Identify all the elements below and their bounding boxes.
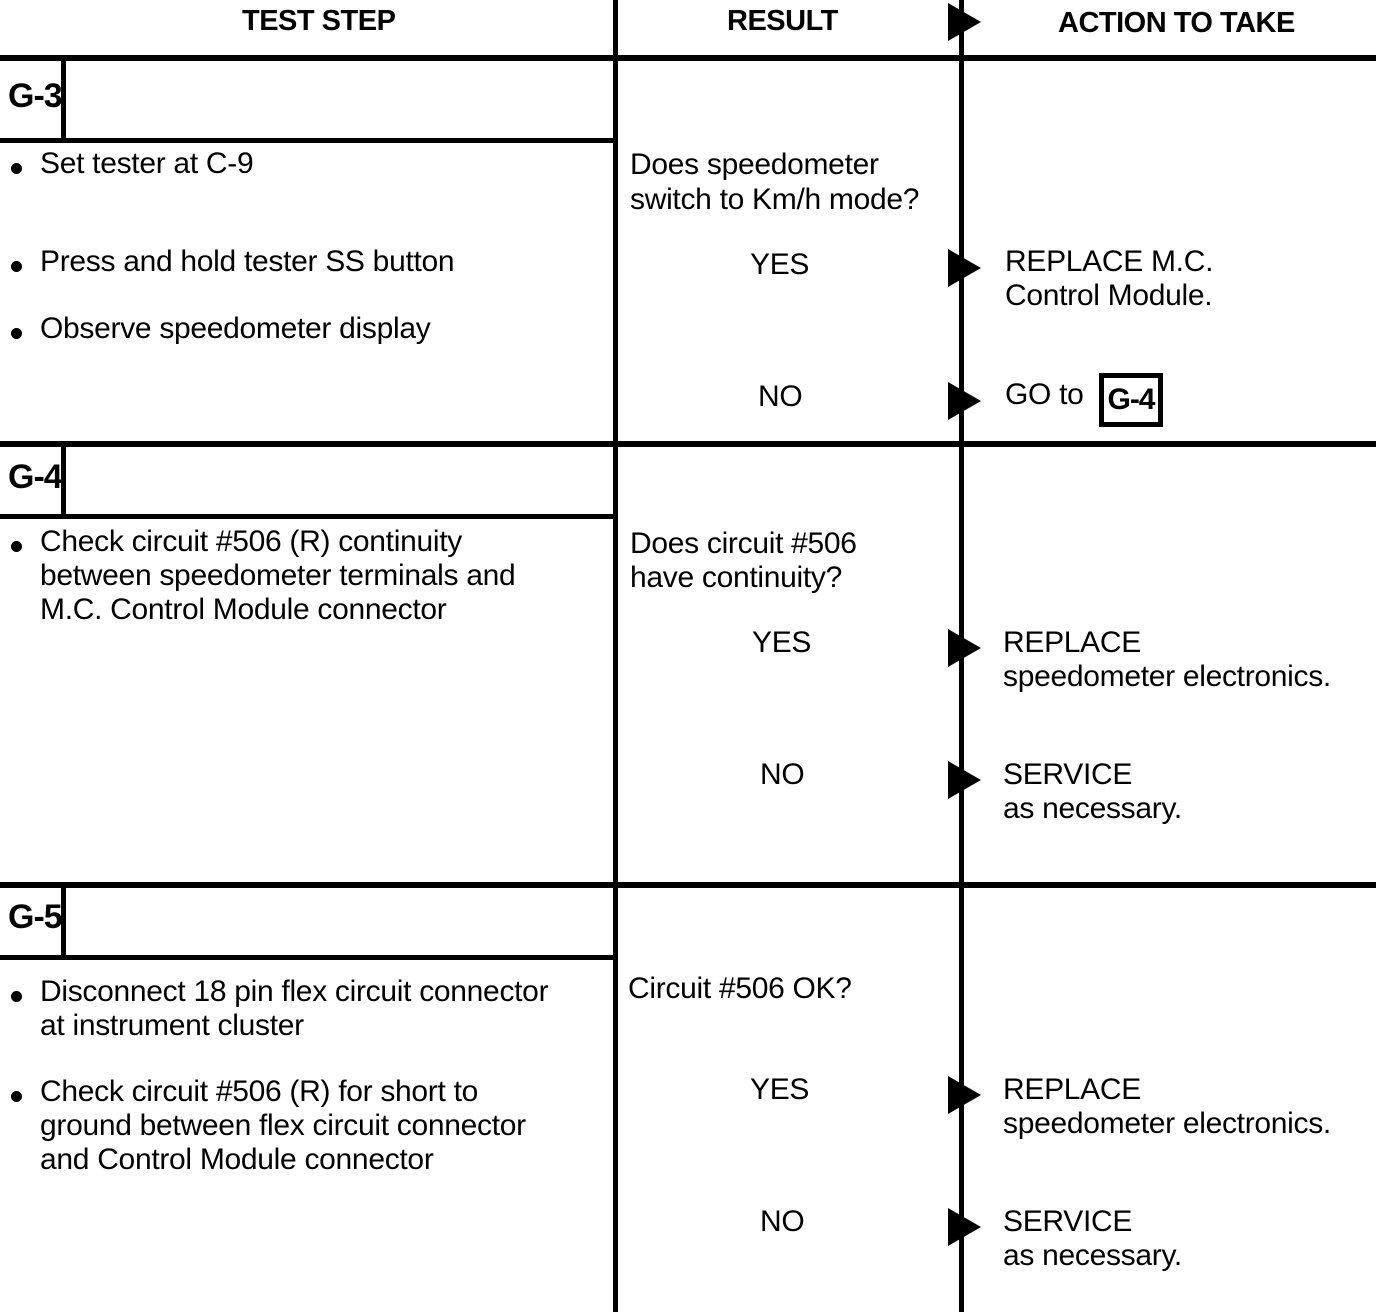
action-line: REPLACE [1003, 1073, 1141, 1106]
test-step-line: Check circuit #506 (R) continuity [40, 525, 462, 558]
action-line: REPLACE [1003, 626, 1141, 659]
bullet-icon [11, 163, 22, 174]
action-line: Control Module. [1005, 279, 1213, 312]
result-question-line: Does speedometer [630, 148, 879, 181]
action-line: REPLACE M.C. [1005, 245, 1214, 278]
result-question-line: have continuity? [630, 561, 843, 594]
flow-arrow-icon [948, 382, 981, 420]
section-label: G-3 [8, 77, 62, 115]
section-label: G-4 [8, 458, 62, 496]
test-step-line: at instrument cluster [40, 1009, 304, 1042]
result-answer: YES [750, 1073, 810, 1106]
flow-arrow-icon [948, 249, 981, 287]
action-line: SERVICE [1003, 758, 1133, 791]
column-header-result: RESULT [727, 5, 838, 37]
action-line: as necessary. [1003, 792, 1182, 825]
action-line: GO to [1005, 378, 1084, 411]
header-bottom-rule [0, 55, 1376, 61]
g5-label-box-rule [0, 955, 618, 960]
flow-arrow-icon [948, 1076, 981, 1114]
section-rule-g4-g5 [0, 882, 1376, 888]
bullet-icon [11, 541, 22, 552]
goto-target-box: G-4 [1099, 373, 1163, 427]
action-line: SERVICE [1003, 1205, 1133, 1238]
result-answer: NO [758, 380, 803, 413]
result-question-line: switch to Km/h mode? [630, 183, 920, 216]
bullet-icon [11, 1091, 22, 1102]
column-header-action-to-take: ACTION TO TAKE [1058, 7, 1295, 39]
test-step-line: Set tester at C-9 [40, 147, 254, 180]
section-rule-g3-g4 [0, 441, 1376, 447]
action-line: as necessary. [1003, 1239, 1182, 1272]
action-line: speedometer electronics. [1003, 1107, 1331, 1140]
test-step-line: Observe speedometer display [40, 312, 431, 345]
test-step-line: Press and hold tester SS button [40, 245, 455, 278]
divider-test-step-result [613, 0, 618, 1312]
g4-label-box-rule [0, 514, 618, 519]
result-question-line: Does circuit #506 [630, 527, 857, 560]
bullet-icon [11, 261, 22, 272]
flow-arrow-icon [948, 761, 981, 799]
bullet-icon [11, 328, 22, 339]
test-step-line: ground between flex circuit connector [40, 1109, 526, 1142]
result-answer: NO [760, 758, 805, 791]
result-answer: YES [750, 248, 810, 281]
result-answer: NO [760, 1205, 805, 1238]
action-line: speedometer electronics. [1003, 660, 1331, 693]
test-step-line: between speedometer terminals and [40, 559, 516, 592]
column-header-test-step: TEST STEP [242, 5, 396, 37]
test-step-line: M.C. Control Module connector [40, 593, 447, 626]
test-step-line: Disconnect 18 pin flex circuit connector [40, 975, 549, 1008]
result-question-line: Circuit #506 OK? [628, 972, 852, 1005]
bullet-icon [11, 991, 22, 1002]
flow-arrow-icon [948, 629, 981, 667]
flow-arrow-icon [948, 1208, 981, 1246]
test-step-line: and Control Module connector [40, 1143, 434, 1176]
result-answer: YES [752, 626, 812, 659]
test-step-line: Check circuit #506 (R) for short to [40, 1075, 478, 1108]
section-label: G-5 [8, 898, 62, 936]
header-arrow-icon [948, 3, 981, 41]
g3-label-box-rule [0, 138, 618, 143]
